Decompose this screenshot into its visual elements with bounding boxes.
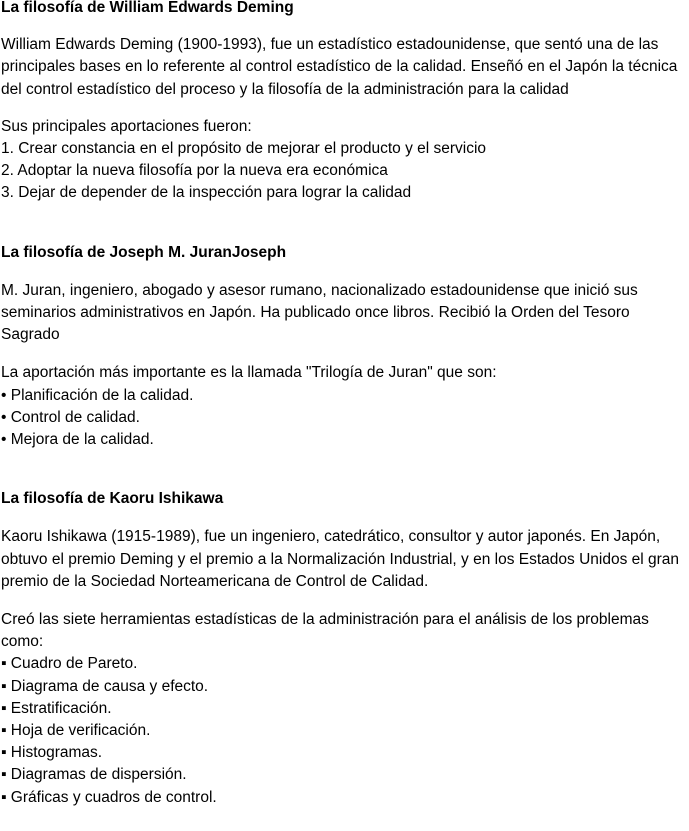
list-item: ▪ Hoja de verificación. [1, 722, 151, 740]
section-ishikawa [1, 488, 689, 809]
section-juran [1, 242, 689, 452]
list-item: ▪ Diagrama de causa y efecto. [1, 677, 209, 695]
section-heading: La filosofía de Joseph M. JuranJoseph [1, 243, 287, 261]
section-deming [1, 0, 689, 205]
list-item: ▪ Estratificación. [1, 699, 112, 717]
section-heading: La filosofía de Kaoru Ishikawa [1, 490, 224, 508]
section-intro-paragraph: Kaoru Ishikawa (1915-1989), fue un ingeniero, catedrático, consultor y autor japonés. En Japón, obtuvo el premio Deming y el premio a la Normalización Industrial, y en los Estados Unidos el gran premio de la Sociedad Norteamericana de Control de Calidad. [1, 528, 680, 590]
list-title: La aportación más importante es la llamada "Trilogía de Juran" que son: [1, 364, 497, 382]
list-item: ▪ Diagramas de dispersión. [1, 766, 187, 784]
section-intro-paragraph: M. Juran, ingeniero, abogado y asesor rumano, nacionalizado estadounidense que inició sus seminarios administrativos en Japón. Ha publicado once libros. Recibió la Orden del Tesoro Sagrado [1, 281, 638, 344]
contributions-list [1, 138, 689, 205]
list-item: 3. Dejar de depender de la inspección para lograr la calidad [1, 184, 412, 202]
section-intro-paragraph: William Edwards Deming (1900-1993), fue un estadístico estadounidense, que sentó una de las principales bases en lo referente al control estadístico de la calidad. Enseñó en el Japón la técnica del control estadístico del proceso y la filosofía de la administración para la calidad [1, 36, 678, 98]
list-item: • Mejora de la calidad. [1, 431, 154, 449]
list-item: 1. Crear constancia en el propósito de mejorar el producto y el servicio [1, 140, 487, 158]
list-item: ▪ Gráficas y cuadros de control. [1, 788, 217, 806]
list-item: ▪ Histogramas. [1, 744, 103, 762]
list-title: Sus principales aportaciones fueron: [1, 117, 252, 135]
section-heading: La filosofía de William Edwards Deming [1, 0, 294, 16]
list-item: • Control de calidad. [1, 408, 140, 426]
list-item: ▪ Cuadro de Pareto. [1, 655, 138, 673]
list-item: • Planificación de la calidad. [1, 386, 194, 404]
list-item: 2. Adoptar la nueva filosofía por la nueva era económica [1, 162, 388, 180]
list-title: Creó las siete herramientas estadísticas de la administración para el análisis de los problemas como: [1, 611, 649, 651]
trilogy-list [1, 385, 689, 452]
tools-list [1, 653, 689, 808]
